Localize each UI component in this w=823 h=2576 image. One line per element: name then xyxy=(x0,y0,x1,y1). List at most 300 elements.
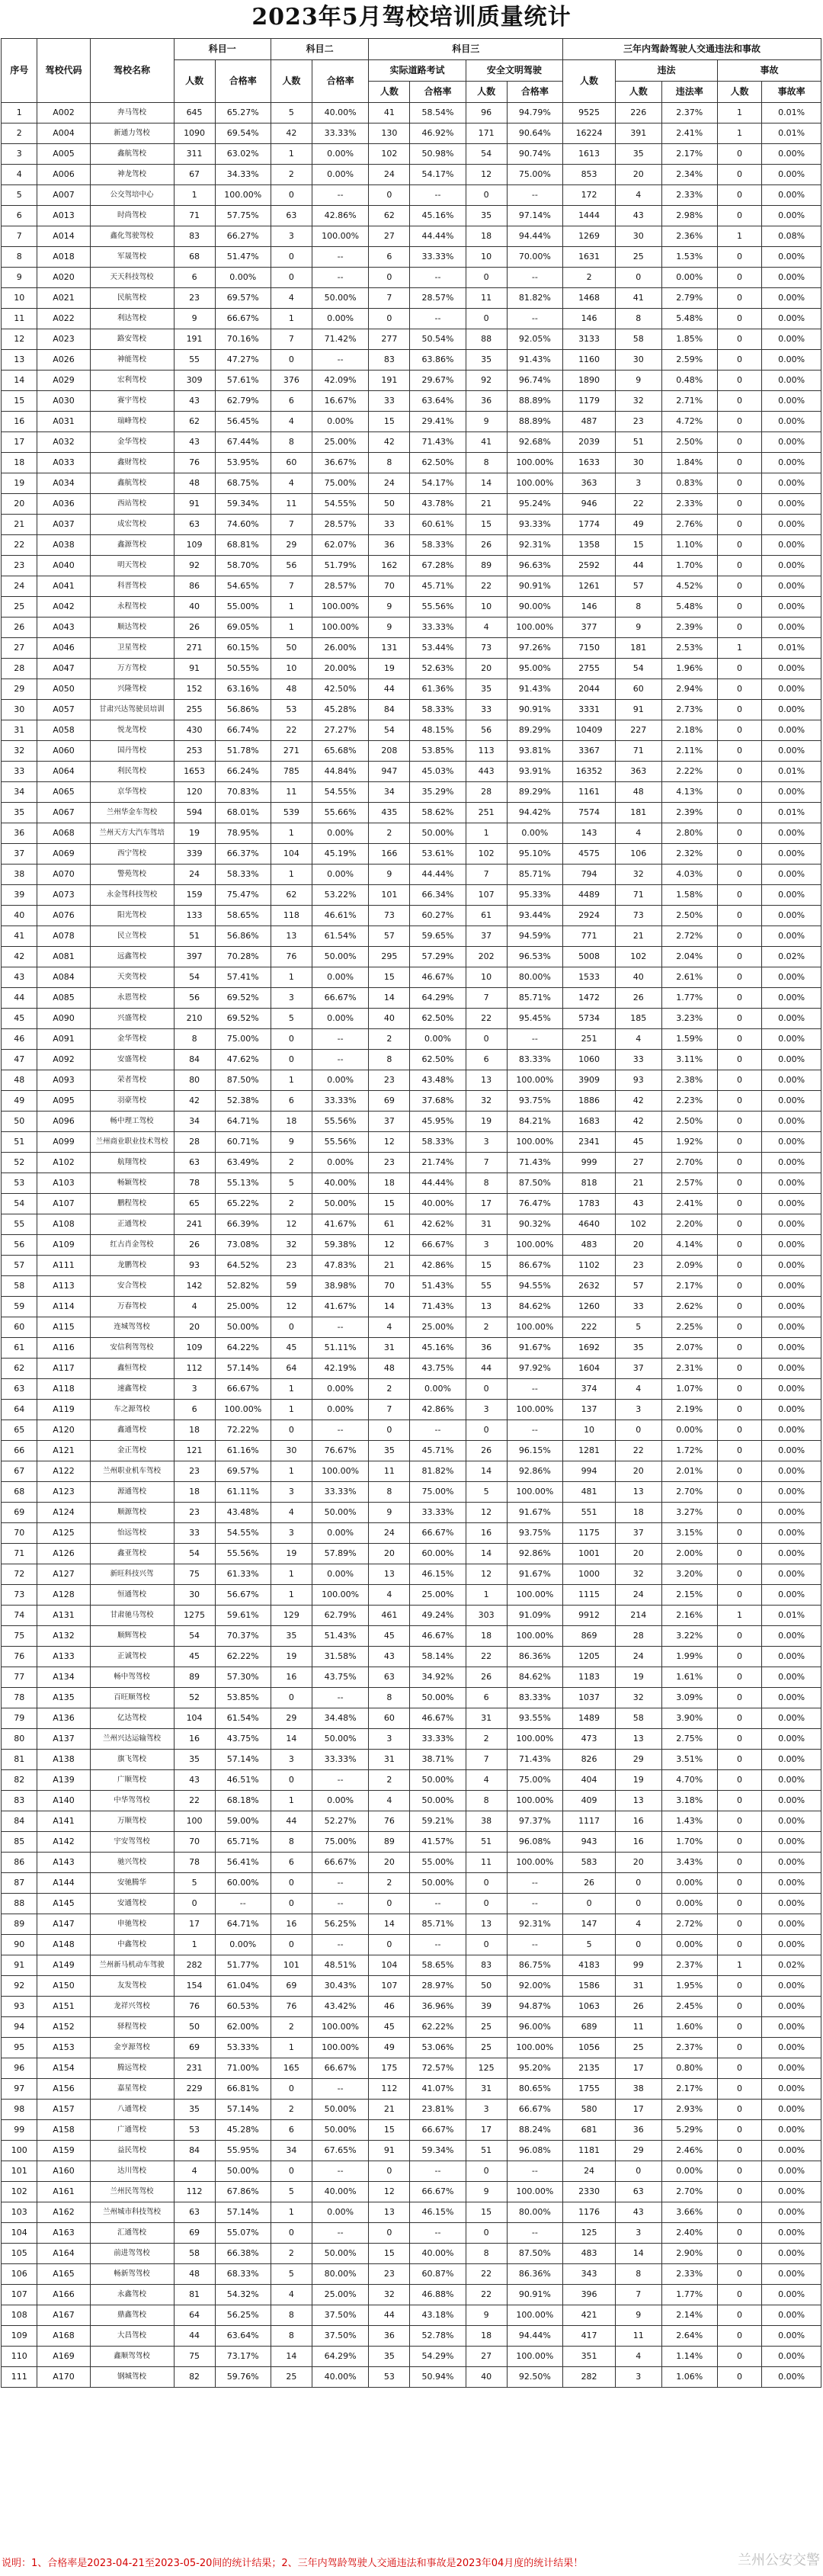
table-cell: 175 xyxy=(369,2058,410,2079)
table-cell: 0.00% xyxy=(762,967,821,988)
table-cell: 8 xyxy=(466,453,507,473)
table-cell: 5 xyxy=(271,2264,312,2285)
table-cell: 0.00% xyxy=(312,309,368,329)
table-cell: 0.00% xyxy=(762,2017,821,2038)
table-cell: 43.78% xyxy=(410,494,466,515)
table-cell: 50 xyxy=(466,1976,507,1997)
table-cell: A121 xyxy=(37,1441,90,1461)
table-cell: 0.00% xyxy=(762,2038,821,2058)
table-cell: 152 xyxy=(174,679,215,700)
table-cell: 94.55% xyxy=(507,1276,562,1297)
table-cell: 52.82% xyxy=(215,1276,271,1297)
table-cell: 202 xyxy=(466,947,507,967)
table-cell: 71 xyxy=(616,741,661,762)
table-cell: 18 xyxy=(466,1626,507,1647)
table-cell: 中华驾驾校 xyxy=(90,1791,174,1811)
table-cell: 26 xyxy=(616,1997,661,2017)
table-cell: A160 xyxy=(37,2161,90,2182)
table-cell: 1 xyxy=(271,1379,312,1400)
table-cell: 93.75% xyxy=(507,1091,562,1112)
table-cell: A109 xyxy=(37,1235,90,1256)
table-cell: 40 xyxy=(616,967,661,988)
table-cell: 41 xyxy=(2,926,37,947)
table-cell: 100.00% xyxy=(507,1235,562,1256)
table-cell: 33 xyxy=(369,515,410,535)
table-cell: 0 xyxy=(717,1626,761,1647)
table-cell: 4 xyxy=(369,1791,410,1811)
table-cell: 71 xyxy=(174,206,215,226)
table-cell: 55.00% xyxy=(215,597,271,618)
table-cell: A141 xyxy=(37,1811,90,1832)
table-cell: 8 xyxy=(271,2326,312,2347)
table-cell: 32 xyxy=(369,2285,410,2305)
table-cell: 2 xyxy=(271,2244,312,2264)
table-cell: 50.98% xyxy=(410,144,466,165)
table-cell: 66.38% xyxy=(215,2244,271,2264)
table-cell: 2.70% xyxy=(661,2182,717,2202)
table-cell: 58 xyxy=(174,2244,215,2264)
table-cell: 源通驾校 xyxy=(90,1482,174,1503)
table-cell: 0 xyxy=(717,2182,761,2202)
table-cell: 67 xyxy=(2,1461,37,1482)
table-cell: A096 xyxy=(37,1112,90,1132)
table-cell: A145 xyxy=(37,1894,90,1914)
table-cell: 20 xyxy=(616,1461,661,1482)
table-cell: A147 xyxy=(37,1914,90,1935)
table-cell: A103 xyxy=(37,1173,90,1194)
table-cell: 0.00% xyxy=(762,1647,821,1667)
table-row xyxy=(2,1297,821,1317)
table-cell: 7 xyxy=(271,329,312,350)
table-cell: 0 xyxy=(717,1894,761,1914)
table-cell: 57.41% xyxy=(215,967,271,988)
table-cell: 1533 xyxy=(563,967,616,988)
table-cell: 0 xyxy=(717,762,761,782)
table-cell: 93 xyxy=(2,1997,37,2017)
table-cell: 0.00% xyxy=(762,741,821,762)
table-cell: 3.20% xyxy=(661,1564,717,1585)
table-cell: 14 xyxy=(271,2347,312,2367)
table-cell: 14 xyxy=(466,1461,507,1482)
table-row xyxy=(2,1173,821,1194)
table-cell: 3.66% xyxy=(661,2202,717,2223)
table-cell: 0.00% xyxy=(762,1420,821,1441)
table-cell: 34.33% xyxy=(215,165,271,185)
table-row xyxy=(2,453,821,473)
header-safe-rate: 合格率 xyxy=(507,82,562,103)
table-cell: 99 xyxy=(2,2120,37,2141)
table-cell: 0.00% xyxy=(762,432,821,453)
table-cell: 0.00% xyxy=(762,1029,821,1050)
table-cell: 20 xyxy=(369,1544,410,1564)
table-cell: 2.39% xyxy=(661,618,717,638)
table-cell: 0.00% xyxy=(661,268,717,288)
table-cell: 92.68% xyxy=(507,432,562,453)
table-cell: 2.70% xyxy=(661,1153,717,1173)
table-cell: 50.00% xyxy=(215,1317,271,1338)
table-cell: 4.14% xyxy=(661,1235,717,1256)
table-cell: 75.00% xyxy=(312,473,368,494)
table-cell: A164 xyxy=(37,2244,90,2264)
table-cell: A127 xyxy=(37,1564,90,1585)
table-cell: 90.64% xyxy=(507,124,562,144)
table-cell: 57.89% xyxy=(312,1544,368,1564)
table-row xyxy=(2,2202,821,2223)
table-cell: 374 xyxy=(563,1379,616,1400)
table-cell: 24 xyxy=(616,1585,661,1606)
table-cell: 83 xyxy=(174,226,215,247)
table-cell: A060 xyxy=(37,741,90,762)
table-cell: 0 xyxy=(271,2079,312,2100)
table-cell: 1275 xyxy=(174,1606,215,1626)
table-cell: 794 xyxy=(563,865,616,885)
table-cell: 42 xyxy=(174,1091,215,1112)
table-cell: 甘肃兴达驾驶员培训 xyxy=(90,700,174,720)
table-cell: 0 xyxy=(717,2202,761,2223)
table-cell: 0.00% xyxy=(762,412,821,432)
table-cell: 2.40% xyxy=(661,2223,717,2244)
table-cell: 37 xyxy=(616,1523,661,1544)
table-cell: 3.22% xyxy=(661,1626,717,1647)
table-cell: 70.83% xyxy=(215,782,271,803)
table-cell: 43.75% xyxy=(312,1667,368,1688)
table-cell: 26 xyxy=(174,1235,215,1256)
table-cell: 万方驾校 xyxy=(90,659,174,679)
table-cell: 943 xyxy=(563,1832,616,1853)
table-cell: 67.44% xyxy=(215,432,271,453)
table-cell: 0 xyxy=(717,288,761,309)
table-cell: 91 xyxy=(616,700,661,720)
table-cell: 12 xyxy=(271,1297,312,1317)
table-cell: 百旺顺驾校 xyxy=(90,1688,174,1708)
table-cell: 4.52% xyxy=(661,576,717,597)
table-cell: 62.79% xyxy=(215,391,271,412)
table-cell: 69.05% xyxy=(215,618,271,638)
table-cell: 1613 xyxy=(563,144,616,165)
table-cell: 100.00% xyxy=(507,2038,562,2058)
table-cell: 2.17% xyxy=(661,1276,717,1297)
table-cell: 689 xyxy=(563,2017,616,2038)
table-cell: 0 xyxy=(717,1564,761,1585)
table-cell: 69 xyxy=(271,1976,312,1997)
table-cell: 警苑驾校 xyxy=(90,865,174,885)
table-cell: 2.19% xyxy=(661,1400,717,1420)
table-cell: 343 xyxy=(563,2264,616,2285)
table-cell: 2632 xyxy=(563,1276,616,1297)
table-cell: 达川驾校 xyxy=(90,2161,174,2182)
table-cell: 0 xyxy=(717,2058,761,2079)
table-cell: 0.00% xyxy=(762,1400,821,1420)
table-cell: 100.00% xyxy=(507,1070,562,1091)
table-row xyxy=(2,2058,821,2079)
table-cell: 0.00% xyxy=(762,2326,821,2347)
table-cell: 66 xyxy=(2,1441,37,1461)
table-cell: 36.67% xyxy=(312,453,368,473)
table-cell: 56.41% xyxy=(215,1853,271,1873)
table-cell: 11 xyxy=(616,2017,661,2038)
table-cell: 4.72% xyxy=(661,412,717,432)
table-cell: 顺达驾校 xyxy=(90,618,174,638)
table-cell: A108 xyxy=(37,1214,90,1235)
table-cell: 0 xyxy=(717,2223,761,2244)
table-cell: 17 xyxy=(174,1914,215,1935)
table-cell: 52.38% xyxy=(215,1091,271,1112)
table-cell: 1 xyxy=(271,618,312,638)
table-cell: 1444 xyxy=(563,206,616,226)
table-cell: 2.62% xyxy=(661,1297,717,1317)
table-cell: 14 xyxy=(2,371,37,391)
table-cell: 57.61% xyxy=(215,371,271,391)
table-cell: 28 xyxy=(466,782,507,803)
table-cell: 35 xyxy=(616,144,661,165)
table-cell: 64 xyxy=(271,1359,312,1379)
table-cell: 0.00% xyxy=(762,1482,821,1503)
table-cell: -- xyxy=(507,1379,562,1400)
table-cell: 2 xyxy=(369,1873,410,1894)
table-cell: 61.04% xyxy=(215,1976,271,1997)
table-cell: 96.53% xyxy=(507,947,562,967)
table-cell: 14 xyxy=(616,2244,661,2264)
table-cell: 益民驾校 xyxy=(90,2141,174,2161)
table-cell: 65 xyxy=(174,1194,215,1214)
table-row xyxy=(2,165,821,185)
table-cell: 0.00% xyxy=(762,1832,821,1853)
table-cell: 24 xyxy=(369,165,410,185)
table-row xyxy=(2,576,821,597)
table-cell: 30 xyxy=(616,453,661,473)
table-cell: 0 xyxy=(466,309,507,329)
table-cell: 0 xyxy=(717,2305,761,2326)
table-cell: 22 xyxy=(466,1009,507,1029)
table-cell: 55.66% xyxy=(312,803,368,823)
table-cell: 1.59% xyxy=(661,1029,717,1050)
table-cell: -- xyxy=(312,268,368,288)
table-cell: 30 xyxy=(174,1585,215,1606)
table-cell: 0 xyxy=(369,1935,410,1955)
table-cell: 25.00% xyxy=(410,1317,466,1338)
table-cell: 15 xyxy=(616,535,661,556)
table-cell: 93.44% xyxy=(507,906,562,926)
table-cell: 31.58% xyxy=(312,1647,368,1667)
table-cell: 0 xyxy=(717,1688,761,1708)
table-cell: A132 xyxy=(37,1626,90,1647)
table-cell: 0.00% xyxy=(312,967,368,988)
table-cell: 0 xyxy=(717,2017,761,2038)
table-cell: 16.67% xyxy=(312,391,368,412)
table-cell: 0.83% xyxy=(661,473,717,494)
table-cell: A064 xyxy=(37,762,90,782)
table-cell: 25 xyxy=(616,247,661,268)
table-cell: 1 xyxy=(271,1400,312,1420)
table-cell: 36 xyxy=(2,823,37,844)
table-cell: 118 xyxy=(271,906,312,926)
table-cell: 2.70% xyxy=(661,1482,717,1503)
table-cell: 0 xyxy=(717,741,761,762)
table-cell: 54 xyxy=(174,1544,215,1564)
table-cell: 50.00% xyxy=(312,1503,368,1523)
table-cell: 4.13% xyxy=(661,782,717,803)
table-cell: 91.67% xyxy=(507,1564,562,1585)
table-cell: 1358 xyxy=(563,535,616,556)
table-cell: 军晟驾校 xyxy=(90,247,174,268)
table-cell: 100.00% xyxy=(507,618,562,638)
table-cell: 58.65% xyxy=(410,1955,466,1976)
table-cell: 0 xyxy=(717,268,761,288)
table-cell: 47.27% xyxy=(215,350,271,371)
table-cell: A118 xyxy=(37,1379,90,1400)
table-cell: 94.42% xyxy=(507,803,562,823)
table-cell: 277 xyxy=(369,329,410,350)
table-cell: 107 xyxy=(466,885,507,906)
table-cell: 0 xyxy=(717,2161,761,2182)
table-cell: 2.20% xyxy=(661,1214,717,1235)
table-row xyxy=(2,1770,821,1791)
table-cell: 15 xyxy=(369,412,410,432)
table-cell: 0 xyxy=(717,473,761,494)
table-cell: 3 xyxy=(616,2367,661,2388)
table-cell: 185 xyxy=(616,1009,661,1029)
table-cell: 11 xyxy=(2,309,37,329)
table-cell: 66.67% xyxy=(312,988,368,1009)
table-cell: 13 xyxy=(466,1070,507,1091)
table-cell: 0 xyxy=(717,1503,761,1523)
table-row xyxy=(2,1009,821,1029)
table-cell: 22 xyxy=(466,2285,507,2305)
table-cell: 51 xyxy=(174,926,215,947)
table-cell: 0 xyxy=(717,391,761,412)
table-cell: 0.00% xyxy=(762,1153,821,1173)
table-cell: 241 xyxy=(174,1214,215,1235)
table-cell: 35 xyxy=(369,2347,410,2367)
table-cell: 109 xyxy=(174,1338,215,1359)
table-cell: 35 xyxy=(616,1338,661,1359)
table-cell: 正诚驾校 xyxy=(90,1647,174,1667)
table-cell: 0 xyxy=(271,1873,312,1894)
table-cell: 53.61% xyxy=(410,844,466,865)
table-cell: 0.01% xyxy=(762,1606,821,1626)
table-row xyxy=(2,2347,821,2367)
table-cell: 0.00% xyxy=(762,1132,821,1153)
table-cell: 191 xyxy=(174,329,215,350)
table-cell: 2592 xyxy=(563,556,616,576)
table-cell: 71.43% xyxy=(507,1750,562,1770)
table-cell: 0 xyxy=(271,1688,312,1708)
table-cell: 18 xyxy=(369,1173,410,1194)
table-cell: 43.48% xyxy=(410,1070,466,1091)
table-cell: -- xyxy=(410,1894,466,1914)
table-cell: 93.33% xyxy=(507,515,562,535)
table-cell: 63 xyxy=(2,1379,37,1400)
table-cell: 0.00% xyxy=(762,659,821,679)
table-cell: 27 xyxy=(466,2347,507,2367)
table-cell: -- xyxy=(507,2161,562,2182)
table-cell: 104 xyxy=(174,1708,215,1729)
table-cell: 54.55% xyxy=(215,1523,271,1544)
table-cell: 946 xyxy=(563,494,616,515)
table-cell: -- xyxy=(312,1770,368,1791)
table-cell: A114 xyxy=(37,1297,90,1317)
table-cell: 前进驾驾校 xyxy=(90,2244,174,2264)
table-cell: 12 xyxy=(2,329,37,350)
table-cell: A126 xyxy=(37,1544,90,1564)
table-cell: A128 xyxy=(37,1585,90,1606)
table-cell: 55.13% xyxy=(215,1173,271,1194)
table-cell: 神能驾校 xyxy=(90,350,174,371)
table-cell: 0.00% xyxy=(762,371,821,391)
table-cell: 0 xyxy=(717,1791,761,1811)
table-cell: 顺辉驾校 xyxy=(90,1626,174,1647)
table-cell: -- xyxy=(312,1894,368,1914)
table-cell: 53.22% xyxy=(312,885,368,906)
table-cell: 154 xyxy=(174,1976,215,1997)
table-cell: 0 xyxy=(717,2367,761,2388)
table-cell: 0.02% xyxy=(762,947,821,967)
table-cell: 46 xyxy=(369,1997,410,2017)
table-cell: 87.50% xyxy=(215,1070,271,1091)
table-cell: 广通驾校 xyxy=(90,2120,174,2141)
table-cell: 48.51% xyxy=(312,1955,368,1976)
table-cell: 0 xyxy=(717,535,761,556)
table-cell: 35 xyxy=(466,350,507,371)
table-cell: 兰州兴达运输驾校 xyxy=(90,1729,174,1750)
table-cell: 63.49% xyxy=(215,1153,271,1173)
table-row xyxy=(2,473,821,494)
table-cell: 101 xyxy=(271,1955,312,1976)
table-cell: 0.00% xyxy=(762,453,821,473)
table-cell: 22 xyxy=(2,535,37,556)
table-cell: 0.00% xyxy=(762,2079,821,2100)
table-cell: 3 xyxy=(616,473,661,494)
table-cell: 28 xyxy=(2,659,37,679)
table-cell: 0.00% xyxy=(762,2264,821,2285)
table-cell: 12 xyxy=(271,1214,312,1235)
table-cell: 0.00% xyxy=(762,720,821,741)
table-cell: 京华驾校 xyxy=(90,782,174,803)
table-cell: 26 xyxy=(563,1873,616,1894)
table-cell: 64.71% xyxy=(215,1914,271,1935)
table-cell: 0.01% xyxy=(762,124,821,144)
table-cell: 1 xyxy=(271,597,312,618)
table-cell: 88 xyxy=(466,329,507,350)
table-cell: 443 xyxy=(466,762,507,782)
table-cell: 69 xyxy=(174,2038,215,2058)
table-cell: 63 xyxy=(271,206,312,226)
table-cell: A070 xyxy=(37,865,90,885)
table-cell: 62.22% xyxy=(215,1647,271,1667)
table-cell: 0 xyxy=(717,165,761,185)
table-cell: A150 xyxy=(37,1976,90,1997)
table-cell: 35.29% xyxy=(410,782,466,803)
table-cell: 551 xyxy=(563,1503,616,1523)
table-cell: 0.02% xyxy=(762,1955,821,1976)
table-row xyxy=(2,1606,821,1626)
table-cell: 1.06% xyxy=(661,2367,717,2388)
table-cell: 1 xyxy=(717,124,761,144)
table-cell: 61 xyxy=(466,906,507,926)
table-cell: 4 xyxy=(616,1029,661,1050)
table-cell: 13 xyxy=(616,1791,661,1811)
table-cell: 0.00% xyxy=(312,2202,368,2223)
table-cell: -- xyxy=(507,1873,562,1894)
table-cell: 0 xyxy=(271,1894,312,1914)
table-cell: 科晋驾校 xyxy=(90,576,174,597)
table-row xyxy=(2,679,821,700)
table-cell: 2.09% xyxy=(661,1256,717,1276)
table-cell: 兰州华金车驾校 xyxy=(90,803,174,823)
table-cell: 24 xyxy=(369,473,410,494)
table-cell: 33.33% xyxy=(410,1729,466,1750)
table-cell: 25 xyxy=(2,597,37,618)
